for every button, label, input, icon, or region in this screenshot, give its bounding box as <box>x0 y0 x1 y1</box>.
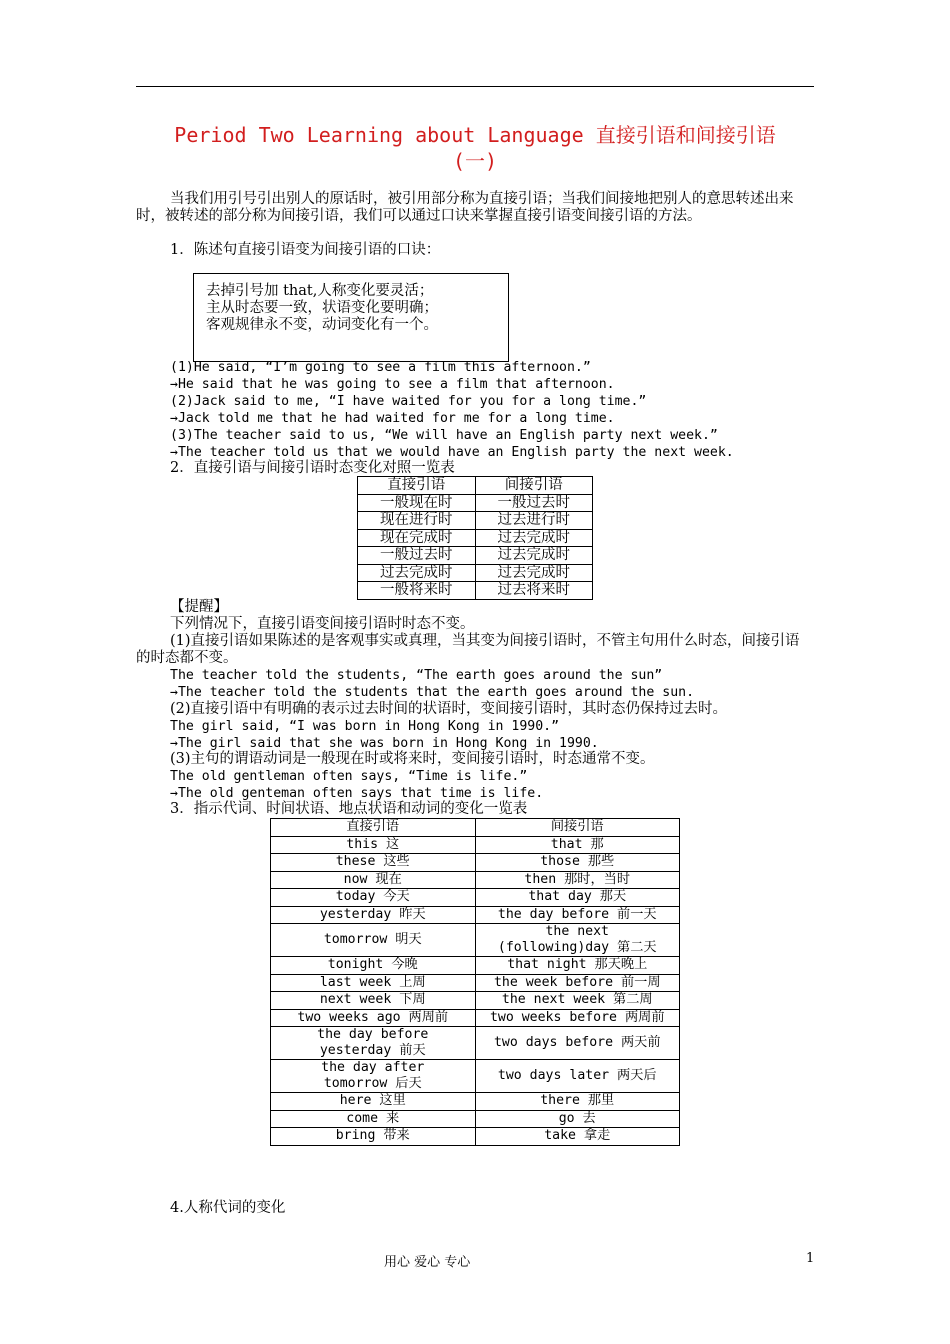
table-cell: that day 那天 <box>475 889 680 907</box>
example-line: The girl said, “I was born in Hong Kong in 1990.” <box>170 719 560 734</box>
table-cell: 过去完成时 <box>475 529 593 547</box>
footer-motto: 用心 爱心 专心 <box>384 1255 471 1270</box>
table-cell: 过去完成时 <box>475 547 593 565</box>
page-title <box>136 122 814 174</box>
table-cell: here 这里 <box>271 1093 476 1111</box>
example-line: →The teacher told the students that the earth goes around the sun. <box>170 685 695 700</box>
table-row <box>271 1128 680 1146</box>
table-header-cell: 直接引语 <box>271 819 476 837</box>
table-cell: last week 上周 <box>271 974 476 992</box>
table-cell: tonight 今晚 <box>271 957 476 975</box>
table-row <box>358 512 593 530</box>
example-line: The old gentleman often says, “Time is life.” <box>170 769 528 784</box>
table-cell: these 这些 <box>271 854 476 872</box>
rhyme-line: 主从时态要一致，状语变化要明确； <box>206 300 438 316</box>
table-cell: the next (following)day 第二天 <box>475 924 680 957</box>
table-cell: the week before 前一周 <box>475 974 680 992</box>
table-cell: 过去完成时 <box>475 564 593 582</box>
table-header-row <box>358 477 593 495</box>
table-cell: that 那 <box>475 836 680 854</box>
table-cell: yesterday 昨天 <box>271 906 476 924</box>
table-row <box>271 1027 680 1060</box>
example-line: →He said that he was going to see a film that afternoon. <box>170 377 615 392</box>
table-cell: now 现在 <box>271 871 476 889</box>
section-2-heading: 2．直接引语与间接引语时态变化对照一览表 <box>170 460 455 476</box>
table-row <box>271 906 680 924</box>
table-cell: 过去完成时 <box>358 564 476 582</box>
table-cell: 过去进行时 <box>475 512 593 530</box>
table-row <box>271 957 680 975</box>
rhyme-box <box>193 273 509 362</box>
table-cell: the day before yesterday 前天 <box>271 1027 476 1060</box>
example-line: →The teacher told us that we would have an English party the next week. <box>170 445 734 460</box>
table-header-cell: 间接引语 <box>475 477 593 495</box>
table-cell: two days later 两天后 <box>475 1060 680 1093</box>
table-row <box>358 529 593 547</box>
table-cell: there 那里 <box>475 1093 680 1111</box>
intro-paragraph: 当我们用引号引出别人的原话时，被引用部分称为直接引语；当我们间接地把别人的意思转述出来时，被转述的部分称为间接引语，我们可以通过口诀来掌握直接引语变间接引语的方法。 <box>136 191 794 224</box>
tip-intro: 下列情况下，直接引语变间接引语时时态不变。 <box>170 616 475 632</box>
table-row <box>358 494 593 512</box>
section-1-heading: 1．陈述句直接引语变为间接引语的口诀： <box>170 242 441 258</box>
table-cell: next week 下周 <box>271 992 476 1010</box>
example-line: (3)The teacher said to us, “We will have an English party next week.” <box>170 428 718 443</box>
table-cell: 过去将来时 <box>475 582 593 600</box>
table-cell: come 来 <box>271 1110 476 1128</box>
tip-1: (1)直接引语如果陈述的是客观事实或真理，当其变为间接引语时，不管主句用什么时态，间接引语的时态都不变。 <box>136 633 800 666</box>
table-cell: the next week 第二周 <box>475 992 680 1010</box>
table-row <box>271 1060 680 1093</box>
tip-heading: 【提醒】 <box>170 599 228 615</box>
table-cell: two days before 两天前 <box>475 1027 680 1060</box>
change-table <box>270 818 680 1146</box>
table-row <box>271 1093 680 1111</box>
table-cell: 现在进行时 <box>358 512 476 530</box>
table-cell: 一般现在时 <box>358 494 476 512</box>
table-cell: two weeks ago 两周前 <box>271 1009 476 1027</box>
table-cell: that night 那天晚上 <box>475 957 680 975</box>
table-cell: 一般过去时 <box>358 547 476 565</box>
section-4-heading: 4.人称代词的变化 <box>170 1200 286 1216</box>
example-line: (1)He said, “I’m going to see a film this afternoon.” <box>170 360 591 375</box>
table-cell: 一般过去时 <box>475 494 593 512</box>
table-header-cell: 直接引语 <box>358 477 476 495</box>
title-line-2: (一) <box>452 149 498 173</box>
example-line: →The old genteman often says that time is life. <box>170 786 544 801</box>
table-row <box>271 924 680 957</box>
table-cell: this 这 <box>271 836 476 854</box>
table-row <box>271 889 680 907</box>
table-row <box>271 854 680 872</box>
table-cell: go 去 <box>475 1110 680 1128</box>
table-cell: 现在完成时 <box>358 529 476 547</box>
table-cell: today 今天 <box>271 889 476 907</box>
table-cell: 一般将来时 <box>358 582 476 600</box>
table-row <box>358 564 593 582</box>
table-row <box>271 836 680 854</box>
example-line: →The girl said that she was born in Hong Kong in 1990. <box>170 736 599 751</box>
tip-3: (3)主句的谓语动词是一般现在时或将来时，变间接引语时，时态通常不变。 <box>170 751 655 767</box>
table-cell: two weeks before 两周前 <box>475 1009 680 1027</box>
tip-2: (2)直接引语中有明确的表示过去时间的状语时，变间接引语时，其时态仍保持过去时。 <box>170 701 728 717</box>
rhyme-line: 客观规律永不变，动词变化有一个。 <box>206 317 438 333</box>
table-cell: take 拿走 <box>475 1128 680 1146</box>
example-line: (2)Jack said to me, “I have waited for you for a long time.” <box>170 394 647 409</box>
table-row <box>271 974 680 992</box>
table-header-cell: 间接引语 <box>475 819 680 837</box>
table-row <box>271 992 680 1010</box>
example-line: →Jack told me that he had waited for me for a long time. <box>170 411 615 426</box>
table-cell: then 那时，当时 <box>475 871 680 889</box>
table-cell: those 那些 <box>475 854 680 872</box>
page-number: 1 <box>806 1251 815 1266</box>
table-cell: bring 带来 <box>271 1128 476 1146</box>
table-cell: the day before 前一天 <box>475 906 680 924</box>
rhyme-line: 去掉引号加 that,人称变化要灵活； <box>206 283 434 299</box>
table-row <box>271 1110 680 1128</box>
tense-table <box>357 476 593 600</box>
table-row <box>358 582 593 600</box>
section-3-heading: 3．指示代词、时间状语、地点状语和动词的变化一览表 <box>170 801 528 817</box>
example-line: The teacher told the students, “The earth goes around the sun” <box>170 668 663 683</box>
table-row <box>358 547 593 565</box>
table-cell: tomorrow 明天 <box>271 924 476 957</box>
table-row <box>271 1009 680 1027</box>
header-rule <box>136 86 814 87</box>
table-header-row <box>271 819 680 837</box>
table-cell: the day after tomorrow 后天 <box>271 1060 476 1093</box>
table-row <box>271 871 680 889</box>
title-line-1: Period Two Learning about Language 直接引语和间接引语 <box>174 123 776 147</box>
